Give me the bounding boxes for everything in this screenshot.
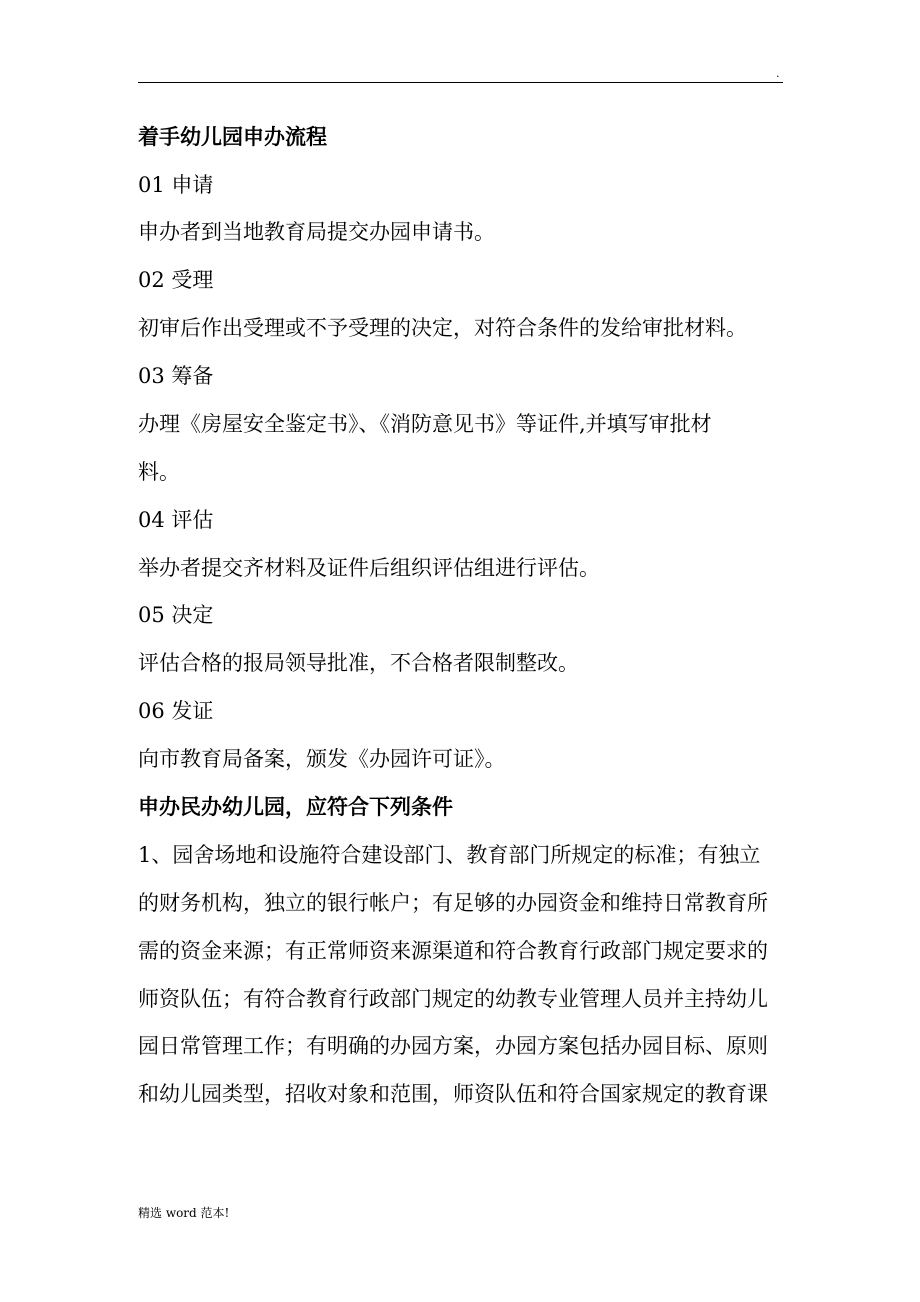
conditions-line: 的财务机构，独立的银行帐户；有足够的办园资金和维持日常教育所 (138, 891, 768, 915)
step-body: 办理《房屋安全鉴定书》、《消防意见书》等证件,并填写审批材 (138, 412, 712, 436)
step-heading: 06 发证 (138, 699, 214, 723)
document-title: 着手幼儿园申办流程 (138, 125, 327, 149)
step-heading: 04 评估 (138, 508, 214, 532)
step-heading: 01 申请 (138, 173, 214, 197)
conditions-line: 需的资金来源；有正常师资来源渠道和符合教育行政部门规定要求的 (138, 939, 768, 963)
step-body: 申办者到当地教育局提交办园申请书。 (138, 220, 495, 244)
header-rule (138, 82, 783, 83)
step-body: 初审后作出受理或不予受理的决定，对符合条件的发给审批材料。 (138, 316, 747, 340)
step-body: 评估合格的报局领导批准，不合格者限制整改。 (138, 651, 579, 675)
conditions-title: 申办民办幼儿园，应符合下列条件 (138, 795, 453, 819)
step-body: 举办者提交齐材料及证件后组织评估组进行评估。 (138, 556, 600, 580)
conditions-line: 园日常管理工作；有明确的办园方案，办园方案包括办园目标、原则 (138, 1034, 768, 1058)
step-body: 料。 (138, 460, 180, 484)
step-heading: 03 筹备 (138, 364, 214, 388)
conditions-line: 和幼儿园类型，招收对象和范围，师资队伍和符合国家规定的教育课 (138, 1082, 768, 1106)
conditions-line: 1、园舍场地和设施符合建设部门、教育部门所规定的标准；有独立 (138, 843, 761, 867)
step-heading: 05 决定 (138, 603, 214, 627)
conditions-line: 师资队伍；有符合教育行政部门规定的幼教专业管理人员并主持幼儿 (138, 987, 768, 1011)
footer-text: 精选 word 范本! (138, 1206, 230, 1220)
header-mark: . (776, 67, 780, 80)
step-body: 向市教育局备案，颁发《办园许可证》。 (138, 747, 506, 771)
step-heading: 02 受理 (138, 268, 214, 292)
